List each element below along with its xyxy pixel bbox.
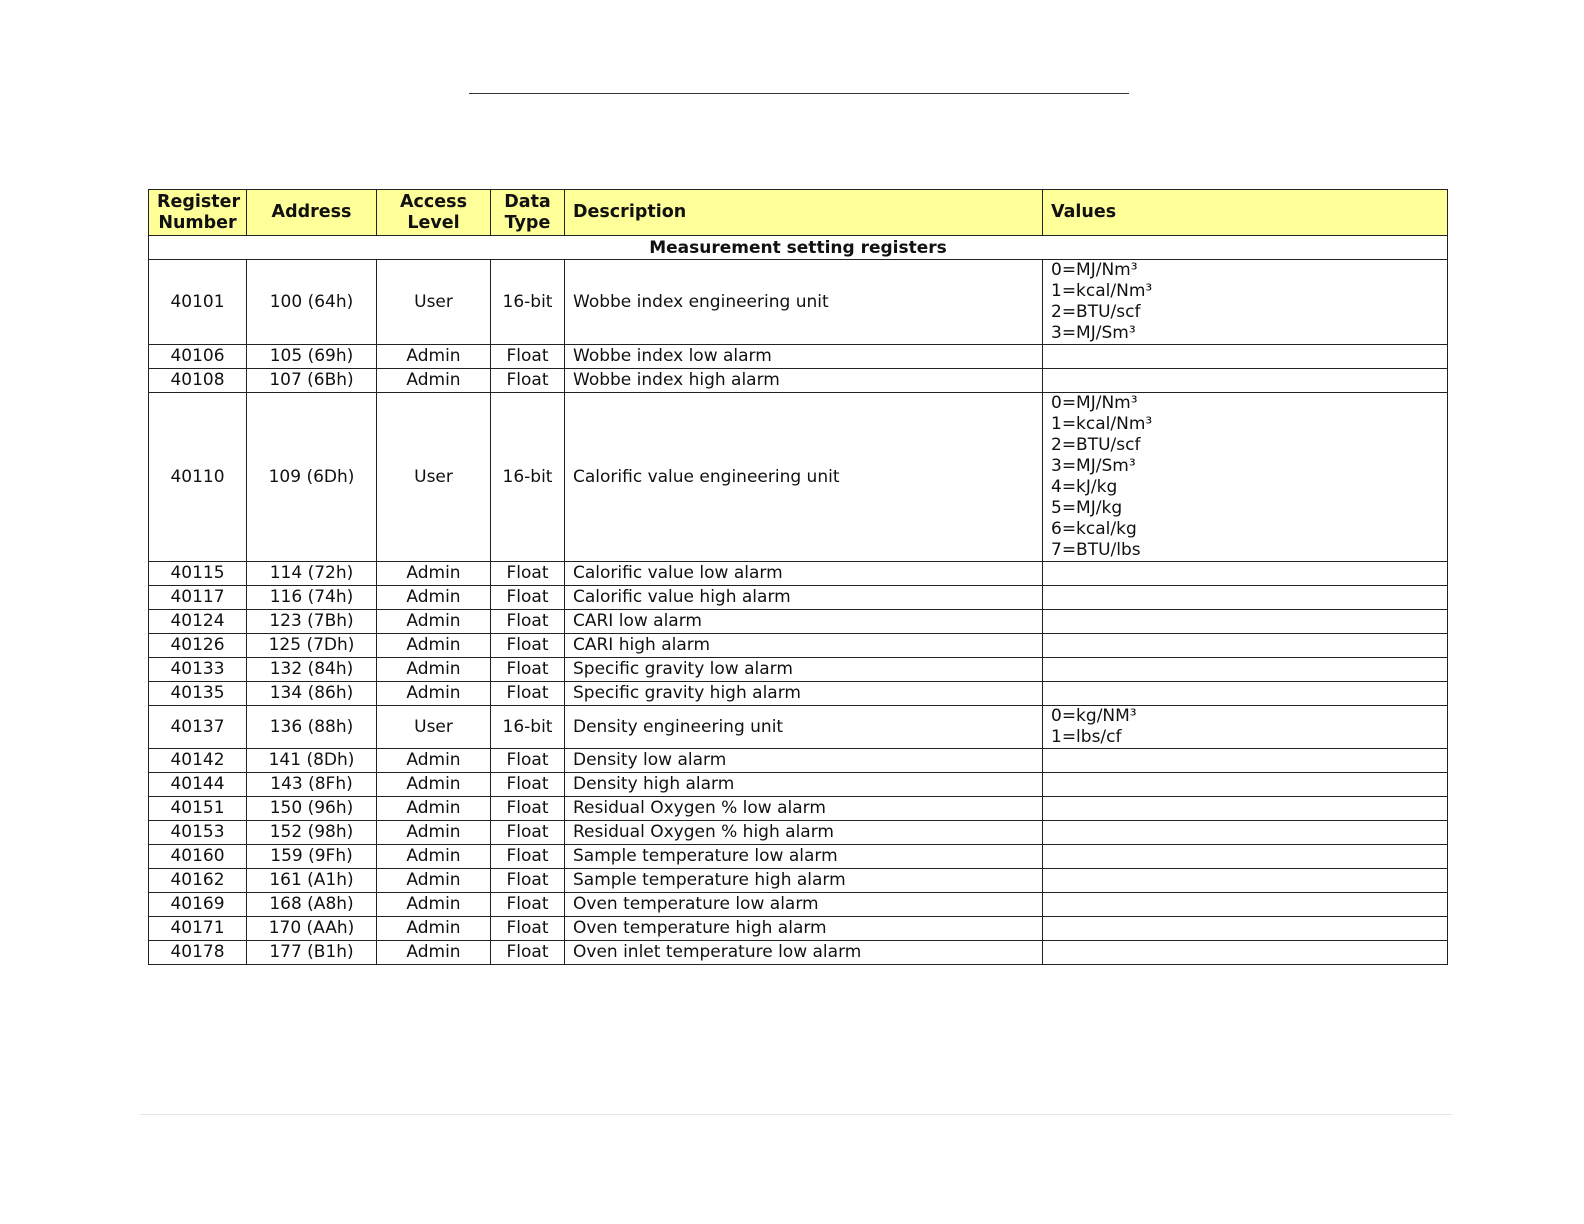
table-row bbox=[149, 869, 1448, 893]
values-cell bbox=[1043, 821, 1448, 845]
description-cell: Oven temperature high alarm bbox=[565, 917, 1043, 941]
values-cell bbox=[1043, 610, 1448, 634]
access-level-cell: Admin bbox=[377, 797, 491, 821]
description-cell: CARI low alarm bbox=[565, 610, 1043, 634]
table-row bbox=[149, 893, 1448, 917]
table-row bbox=[149, 821, 1448, 845]
register-number-cell: 40137 bbox=[149, 706, 247, 749]
table-row bbox=[149, 369, 1448, 393]
access-level-cell: Admin bbox=[377, 369, 491, 393]
address-cell: 170 (AAh) bbox=[247, 917, 377, 941]
address-cell: 161 (A1h) bbox=[247, 869, 377, 893]
description-cell: Calorific value low alarm bbox=[565, 562, 1043, 586]
values-cell bbox=[1043, 917, 1448, 941]
address-cell: 152 (98h) bbox=[247, 821, 377, 845]
value-option: 2=BTU/scf bbox=[1051, 302, 1141, 322]
access-level-cell: Admin bbox=[377, 658, 491, 682]
address-cell: 159 (9Fh) bbox=[247, 845, 377, 869]
values-cell bbox=[1043, 682, 1448, 706]
register-number-cell: 40178 bbox=[149, 941, 247, 965]
address-cell: 116 (74h) bbox=[247, 586, 377, 610]
description-cell: Residual Oxygen % high alarm bbox=[565, 821, 1043, 845]
access-level-cell: Admin bbox=[377, 869, 491, 893]
values-cell bbox=[1043, 845, 1448, 869]
access-level-cell: User bbox=[377, 260, 491, 345]
values-cell bbox=[1043, 260, 1448, 345]
data-type-cell: Float bbox=[491, 773, 565, 797]
values-cell bbox=[1043, 634, 1448, 658]
access-level-cell: Admin bbox=[377, 610, 491, 634]
header-values: Values bbox=[1043, 190, 1448, 236]
address-cell: 143 (8Fh) bbox=[247, 773, 377, 797]
register-number-cell: 40153 bbox=[149, 821, 247, 845]
values-cell bbox=[1043, 586, 1448, 610]
data-type-cell: Float bbox=[491, 682, 565, 706]
address-cell: 105 (69h) bbox=[247, 345, 377, 369]
register-number-cell: 40135 bbox=[149, 682, 247, 706]
description-cell: Specific gravity low alarm bbox=[565, 658, 1043, 682]
data-type-cell: 16-bit bbox=[491, 706, 565, 749]
values-cell bbox=[1043, 941, 1448, 965]
data-type-cell: Float bbox=[491, 586, 565, 610]
register-table bbox=[148, 189, 1448, 965]
values-cell bbox=[1043, 706, 1448, 749]
data-type-cell: Float bbox=[491, 821, 565, 845]
data-type-cell: Float bbox=[491, 634, 565, 658]
value-option: 3=MJ/Sm³ bbox=[1051, 456, 1136, 476]
section-row bbox=[149, 236, 1448, 260]
address-cell: 136 (88h) bbox=[247, 706, 377, 749]
values-cell bbox=[1043, 797, 1448, 821]
address-cell: 123 (7Bh) bbox=[247, 610, 377, 634]
value-option: 0=MJ/Nm³ bbox=[1051, 260, 1138, 280]
values-cell bbox=[1043, 393, 1448, 562]
header-data-type: Data Type bbox=[491, 190, 565, 236]
register-number-cell: 40124 bbox=[149, 610, 247, 634]
register-number-cell: 40133 bbox=[149, 658, 247, 682]
header-address: Address bbox=[247, 190, 377, 236]
register-number-cell: 40142 bbox=[149, 749, 247, 773]
access-level-cell: Admin bbox=[377, 821, 491, 845]
register-number-cell: 40117 bbox=[149, 586, 247, 610]
description-cell: Specific gravity high alarm bbox=[565, 682, 1043, 706]
header-rule bbox=[469, 93, 1129, 94]
access-level-cell: Admin bbox=[377, 562, 491, 586]
address-cell: 109 (6Dh) bbox=[247, 393, 377, 562]
access-level-cell: Admin bbox=[377, 845, 491, 869]
section-title: Measurement setting registers bbox=[149, 236, 1448, 260]
register-number-cell: 40169 bbox=[149, 893, 247, 917]
description-cell: Wobbe index engineering unit bbox=[565, 260, 1043, 345]
value-option: 3=MJ/Sm³ bbox=[1051, 323, 1136, 343]
table-row bbox=[149, 749, 1448, 773]
access-level-cell: Admin bbox=[377, 634, 491, 658]
value-option: 1=kcal/Nm³ bbox=[1051, 414, 1153, 434]
register-number-cell: 40160 bbox=[149, 845, 247, 869]
description-cell: Sample temperature low alarm bbox=[565, 845, 1043, 869]
access-level-cell: Admin bbox=[377, 586, 491, 610]
description-cell: Density high alarm bbox=[565, 773, 1043, 797]
data-type-cell: 16-bit bbox=[491, 393, 565, 562]
address-cell: 114 (72h) bbox=[247, 562, 377, 586]
data-type-cell: Float bbox=[491, 345, 565, 369]
description-cell: Residual Oxygen % low alarm bbox=[565, 797, 1043, 821]
access-level-cell: User bbox=[377, 706, 491, 749]
table-row bbox=[149, 634, 1448, 658]
table-row bbox=[149, 917, 1448, 941]
value-option: 5=MJ/kg bbox=[1051, 498, 1123, 518]
header-access-level: Access Level bbox=[377, 190, 491, 236]
value-option: 4=kJ/kg bbox=[1051, 477, 1118, 497]
table-row bbox=[149, 682, 1448, 706]
register-number-cell: 40126 bbox=[149, 634, 247, 658]
values-cell bbox=[1043, 562, 1448, 586]
table-row bbox=[149, 610, 1448, 634]
value-option: 0=kg/NM³ bbox=[1051, 706, 1137, 726]
register-number-cell: 40115 bbox=[149, 562, 247, 586]
register-number-cell: 40110 bbox=[149, 393, 247, 562]
description-cell: Density low alarm bbox=[565, 749, 1043, 773]
description-cell: CARI high alarm bbox=[565, 634, 1043, 658]
register-number-cell: 40144 bbox=[149, 773, 247, 797]
description-cell: Density engineering unit bbox=[565, 706, 1043, 749]
address-cell: 100 (64h) bbox=[247, 260, 377, 345]
access-level-cell: Admin bbox=[377, 773, 491, 797]
value-option: 1=kcal/Nm³ bbox=[1051, 281, 1153, 301]
description-cell: Oven temperature low alarm bbox=[565, 893, 1043, 917]
address-cell: 132 (84h) bbox=[247, 658, 377, 682]
table-row bbox=[149, 393, 1448, 562]
address-cell: 150 (96h) bbox=[247, 797, 377, 821]
value-option: 1=lbs/cf bbox=[1051, 727, 1122, 747]
description-cell: Oven inlet temperature low alarm bbox=[565, 941, 1043, 965]
table-row bbox=[149, 658, 1448, 682]
value-option: 7=BTU/lbs bbox=[1051, 540, 1141, 560]
data-type-cell: Float bbox=[491, 917, 565, 941]
address-cell: 107 (6Bh) bbox=[247, 369, 377, 393]
values-cell bbox=[1043, 773, 1448, 797]
access-level-cell: Admin bbox=[377, 893, 491, 917]
access-level-cell: Admin bbox=[377, 917, 491, 941]
data-type-cell: Float bbox=[491, 869, 565, 893]
data-type-cell: Float bbox=[491, 562, 565, 586]
data-type-cell: Float bbox=[491, 845, 565, 869]
address-cell: 134 (86h) bbox=[247, 682, 377, 706]
header-register-number: Register Number bbox=[149, 190, 247, 236]
access-level-cell: User bbox=[377, 393, 491, 562]
access-level-cell: Admin bbox=[377, 345, 491, 369]
address-cell: 141 (8Dh) bbox=[247, 749, 377, 773]
data-type-cell: Float bbox=[491, 610, 565, 634]
table-row bbox=[149, 941, 1448, 965]
address-cell: 177 (B1h) bbox=[247, 941, 377, 965]
values-cell bbox=[1043, 893, 1448, 917]
values-cell bbox=[1043, 658, 1448, 682]
register-number-cell: 40171 bbox=[149, 917, 247, 941]
access-level-cell: Admin bbox=[377, 682, 491, 706]
values-cell bbox=[1043, 749, 1448, 773]
header-description: Description bbox=[565, 190, 1043, 236]
values-cell bbox=[1043, 869, 1448, 893]
description-cell: Sample temperature high alarm bbox=[565, 869, 1043, 893]
data-type-cell: Float bbox=[491, 893, 565, 917]
data-type-cell: Float bbox=[491, 797, 565, 821]
table-row bbox=[149, 345, 1448, 369]
table-row bbox=[149, 845, 1448, 869]
value-option: 2=BTU/scf bbox=[1051, 435, 1141, 455]
data-type-cell: 16-bit bbox=[491, 260, 565, 345]
address-cell: 125 (7Dh) bbox=[247, 634, 377, 658]
table-header-row bbox=[149, 190, 1448, 236]
table-row bbox=[149, 586, 1448, 610]
data-type-cell: Float bbox=[491, 749, 565, 773]
description-cell: Wobbe index low alarm bbox=[565, 345, 1043, 369]
value-option: 0=MJ/Nm³ bbox=[1051, 393, 1138, 413]
value-option: 6=kcal/kg bbox=[1051, 519, 1137, 539]
data-type-cell: Float bbox=[491, 658, 565, 682]
table-row bbox=[149, 773, 1448, 797]
description-cell: Wobbe index high alarm bbox=[565, 369, 1043, 393]
register-number-cell: 40101 bbox=[149, 260, 247, 345]
address-cell: 168 (A8h) bbox=[247, 893, 377, 917]
register-number-cell: 40162 bbox=[149, 869, 247, 893]
table-row bbox=[149, 260, 1448, 345]
access-level-cell: Admin bbox=[377, 941, 491, 965]
access-level-cell: Admin bbox=[377, 749, 491, 773]
register-number-cell: 40106 bbox=[149, 345, 247, 369]
data-type-cell: Float bbox=[491, 369, 565, 393]
data-type-cell: Float bbox=[491, 941, 565, 965]
table-row bbox=[149, 706, 1448, 749]
description-cell: Calorific value engineering unit bbox=[565, 393, 1043, 562]
footer-rule bbox=[140, 1114, 1452, 1115]
table-row bbox=[149, 797, 1448, 821]
register-number-cell: 40108 bbox=[149, 369, 247, 393]
values-cell bbox=[1043, 345, 1448, 369]
description-cell: Calorific value high alarm bbox=[565, 586, 1043, 610]
register-number-cell: 40151 bbox=[149, 797, 247, 821]
values-cell bbox=[1043, 369, 1448, 393]
table-row bbox=[149, 562, 1448, 586]
